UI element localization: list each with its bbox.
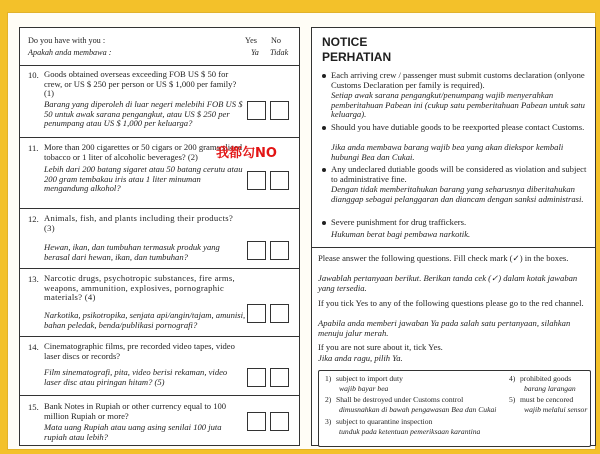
- notice-bullet-text: Severe punishment for drug traffickers.: [331, 217, 467, 227]
- question-text-my: Mata uang Rupiah atau uang asing senilai 100 juta rupiah atau lebih?: [44, 422, 222, 442]
- header-yes-my: Ya: [251, 48, 259, 57]
- questions-panel: [19, 27, 300, 446]
- footnote-text-my: wajib melalui sensor: [524, 405, 588, 414]
- footnotes-box: [318, 370, 591, 447]
- no-checkbox[interactable]: [270, 304, 289, 323]
- question-row: [20, 209, 299, 269]
- question-number: 15.: [28, 402, 39, 412]
- question-text: Narcotic drugs, psychotropic substances, fire arms, weapons, ammunition, explosives, pornographic materials? (4): [44, 273, 235, 303]
- bullet-icon: [320, 123, 329, 132]
- notice-bullet-text-my: Setiap awak sarana pengangkut/penumpang wajib menyerahkan pemberitahuan Pabean ini (cukup satu pemberitahuan Pabean untuk satu keluarga).: [331, 90, 585, 120]
- yes-checkbox[interactable]: [247, 368, 266, 387]
- question-row: [20, 269, 299, 337]
- question-number: 12.: [28, 214, 39, 224]
- notice-title-my: PERHATIAN: [322, 50, 392, 64]
- question-text-my: Lebih dari 200 batang sigaret atau 50 batang cerutu atau 200 gram tembakau iris atau 1 liter minuman mengandung alkohol?: [44, 164, 243, 194]
- header-no-my: Tidak: [270, 48, 289, 57]
- yes-checkbox[interactable]: [247, 171, 266, 190]
- instructions-block: [312, 247, 595, 448]
- question-text-my: Film sinematografi, pita, video berisi rekaman, video laser disc atau piringan hitam? (5): [44, 367, 228, 387]
- footnote-text-my: tunduk pada ketentuan pemeriksaan karantina: [339, 427, 481, 436]
- footnote-text: prohibited goods: [520, 374, 572, 383]
- no-checkbox[interactable]: [270, 412, 289, 431]
- question-row: [20, 65, 299, 138]
- bullet-icon: [320, 165, 329, 174]
- footnote-number: 2): [325, 395, 332, 404]
- yes-checkbox[interactable]: [247, 101, 266, 120]
- question-text-my: Narkotika, psikotropika, senjata api/angin/tajam, amunisi, bahan peledak, benda/publikasi pornografi?: [44, 310, 246, 330]
- instruction-text-my: Jawablah pertanyaan berikut. Berikan tanda cek (✓) dalam kotak jawaban yang tersedia.: [318, 273, 578, 293]
- notice-bullet-text: Each arriving crew / passenger must submit customs declaration (onlyone Customs Declaration per family is required).: [331, 70, 585, 90]
- footnote-text-my: barang larangan: [524, 384, 576, 393]
- question-text: Bank Notes in Rupiah or other currency equal to 100 million Rupiah or more?: [44, 401, 227, 421]
- yes-checkbox[interactable]: [247, 304, 266, 323]
- header-no: No: [271, 36, 282, 45]
- notice-panel: [311, 27, 596, 446]
- question-text: More than 200 cigarettes or 50 cigars or 200 grams sliced tobacco or 1 liter of alcoholic beverages? (2): [44, 142, 243, 162]
- footnote-text: subject to quarantine inspection: [336, 417, 433, 426]
- question-number: 14.: [28, 342, 39, 352]
- instruction-text: If you are not sure about it, tick Yes.: [318, 342, 443, 352]
- question-text-my: Barang yang diperoleh di luar negeri melebihi FOB US $ 50 untuk awak sarana pengangkut, atau US $ 250 per penumpang atau US $ 1,000 per keluarga?: [44, 99, 243, 129]
- instruction-text: Please answer the following questions. Fill check mark (✓) in the boxes.: [318, 253, 569, 263]
- question-row: [20, 337, 299, 396]
- notice-bullet-text-my: Jika anda membawa barang wajib bea yang akan diekspor kembali hubungi Bea dan Cukai.: [331, 142, 564, 162]
- notice-bullet-text-my: Hukuman berat bagi pembawa narkotik.: [331, 229, 471, 239]
- header-yes: Yes: [245, 36, 257, 45]
- question-text: Cinematographic films, pre recorded video tapes, video laser discs or records?: [44, 341, 235, 361]
- handwritten-note: 我都勾NO: [216, 146, 277, 161]
- footnote-text: subject to import duty: [336, 374, 403, 383]
- yes-checkbox[interactable]: [247, 241, 266, 260]
- notice-bullet-text-my: Dengan tidak memberitahukan barang yang seharusnya diberitahukan dianggap sebagai pelanggaran dan diancam dengan sanksi administrasi.: [331, 184, 584, 204]
- customs-form-sheet: [7, 12, 596, 450]
- bullet-icon: [320, 218, 329, 227]
- footnote-text: Shall be destroyed under Customs control: [336, 395, 464, 404]
- footnote-number: 1): [325, 374, 332, 383]
- notice-bullet-text: Should you have dutiable goods to be reexported please contact Customs.: [331, 122, 585, 132]
- footnote-text: must be cencored: [520, 395, 574, 404]
- question-text: Animals, fish, and plants including their products? (3): [44, 213, 234, 233]
- no-checkbox[interactable]: [270, 368, 289, 387]
- no-checkbox[interactable]: [270, 171, 289, 190]
- instruction-text-my: Jika anda ragu, pilih Ya.: [318, 353, 403, 363]
- questions-header: [20, 28, 299, 66]
- footnote-number: 3): [325, 417, 332, 426]
- notice-bullet-text: Any undeclared dutiable goods will be considered as violation and subject to administrative fine.: [331, 164, 587, 184]
- no-checkbox[interactable]: [270, 101, 289, 120]
- question-number: 11.: [28, 143, 39, 153]
- instruction-text-my: Apabila anda memberi jawaban Ya pada salah satu pertanyaan, silahkan menuju jalur merah.: [318, 318, 571, 338]
- footnote-text-my: dimusnahkan di bawah pengawasan Bea dan Cukai: [339, 405, 497, 414]
- header-question-my: Apakah anda membawa :: [28, 48, 112, 57]
- question-row: [20, 396, 299, 447]
- notice-title: NOTICE: [322, 35, 368, 49]
- yes-checkbox[interactable]: [247, 412, 266, 431]
- question-text-my: Hewan, ikan, dan tumbuhan termasuk produk yang berasal dari hewan, ikan, dan tumbuhan?: [44, 242, 220, 262]
- question-number: 13.: [28, 274, 39, 284]
- footnote-number: 5): [509, 395, 516, 404]
- question-text: Goods obtained overseas exceeding FOB US $ 50 for crew, or US $ 250 per person or US $ 1,000 per family? (1): [44, 69, 237, 99]
- instruction-text: If you tick Yes to any of the following questions please go to the red channel.: [318, 298, 584, 308]
- header-question: Do you have with you :: [28, 36, 106, 45]
- question-number: 10.: [28, 70, 39, 80]
- footnote-number: 4): [509, 374, 516, 383]
- no-checkbox[interactable]: [270, 241, 289, 260]
- bullet-icon: [320, 71, 329, 80]
- footnote-text-my: wajib bayar bea: [339, 384, 389, 393]
